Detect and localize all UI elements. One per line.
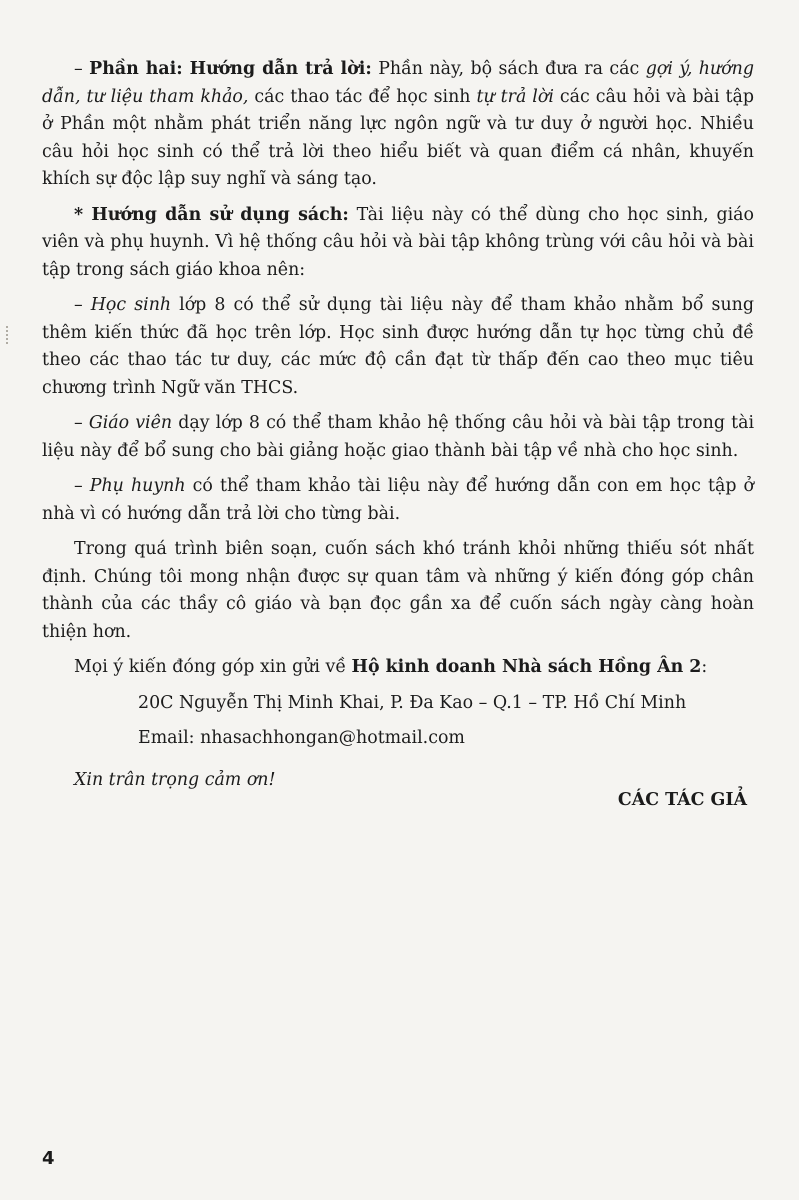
text-run: dạy lớp 8 có thể tham khảo hệ thống câu hỏi và bài tập trong tài liệu này để bổ sung cho bài giảng hoặc giao thành bài tập về nhà cho học sinh.	[42, 413, 755, 461]
paragraph-students	[42, 292, 754, 402]
paragraph-parents	[42, 473, 754, 528]
dash: –	[74, 476, 90, 496]
page-number: 4	[42, 1148, 55, 1169]
part-two-label: Phần hai: Hướng dẫn trả lời:	[89, 59, 372, 79]
paragraph-part-two	[42, 56, 754, 194]
text-run: có thể tham khảo tài liệu này để hướng dẫn con em học tập ở nhà vì có hướng dẫn trả lời cho từng bài.	[42, 476, 754, 524]
publisher-name: Hộ kinh doanh Nhà sách Hồng Ân 2	[351, 657, 702, 677]
dash: –	[74, 413, 89, 433]
usage-guide-label: * Hướng dẫn sử dụng sách:	[74, 204, 349, 225]
authors-signature: CÁC TÁC GIẢ	[617, 790, 747, 810]
paragraph-teachers	[42, 410, 754, 465]
italic-run: gợi ý, hướng dẫn, tư liệu tham khảo,	[42, 59, 755, 107]
scan-mark	[6, 326, 12, 344]
email-line: Email: nhasachhongan@hotmail.com	[138, 728, 465, 748]
dash: –	[74, 59, 90, 79]
text-run: :	[701, 657, 708, 677]
paragraph-feedback	[42, 654, 754, 682]
address-line: 20C Nguyễn Thị Minh Khai, P. Đa Kao – Q.1 – TP. Hồ Chí Minh	[138, 692, 687, 713]
italic-run: Học sinh	[90, 295, 172, 315]
italic-run: Xin trân trọng cảm ơn!	[74, 769, 276, 790]
text-run: các câu hỏi và bài tập ở Phần một nhằm phát triển năng lực ngôn ngữ và tư duy ở người học. Nhiều câu hỏi học sinh có thể trả lời theo hiểu biết và quan điểm cá nhân, khuyến khích sự độc lập suy nghĩ và sáng tạo.	[42, 86, 754, 189]
paragraph-usage-guide	[42, 202, 754, 285]
text-run: Phần này, bộ sách đưa ra các	[371, 59, 646, 79]
text-run: Mọi ý kiến đóng góp xin gửi về	[74, 657, 352, 677]
text-run: lớp 8 có thể sử dụng tài liệu này để tham khảo nhằm bổ sung thêm kiến thức đã học trên lớp. Học sinh được hướng dẫn tự học từng chủ đề theo các thao tác tư duy, các mức độ cần đạt từ thấp đến cao theo mục tiêu chương trình Ngữ văn THCS.	[42, 295, 754, 398]
text-run: Tài liệu này có thể dùng cho học sinh, giáo viên và phụ huynh. Vì hệ thống câu hỏi và bài tập không trùng với câu hỏi và bài tập trong sách giáo khoa nên:	[42, 204, 754, 280]
page-body	[42, 56, 754, 802]
dash: –	[74, 295, 91, 315]
text-run: các thao tác để học sinh	[248, 86, 477, 107]
italic-run: Phụ huynh	[89, 476, 186, 496]
paragraph-compilation: Trong quá trình biên soạn, cuốn sách khó tránh khỏi những thiếu sót nhất định. Chúng tôi mong nhận được sự quan tâm và những ý kiến đóng góp chân thành của các thầy cô giáo và bạn đọc gần xa để cuốn sách ngày càng hoàn thiện hơn.	[42, 539, 754, 642]
italic-run: Giáo viên	[88, 413, 173, 433]
italic-run: tự trả lời	[476, 86, 554, 107]
